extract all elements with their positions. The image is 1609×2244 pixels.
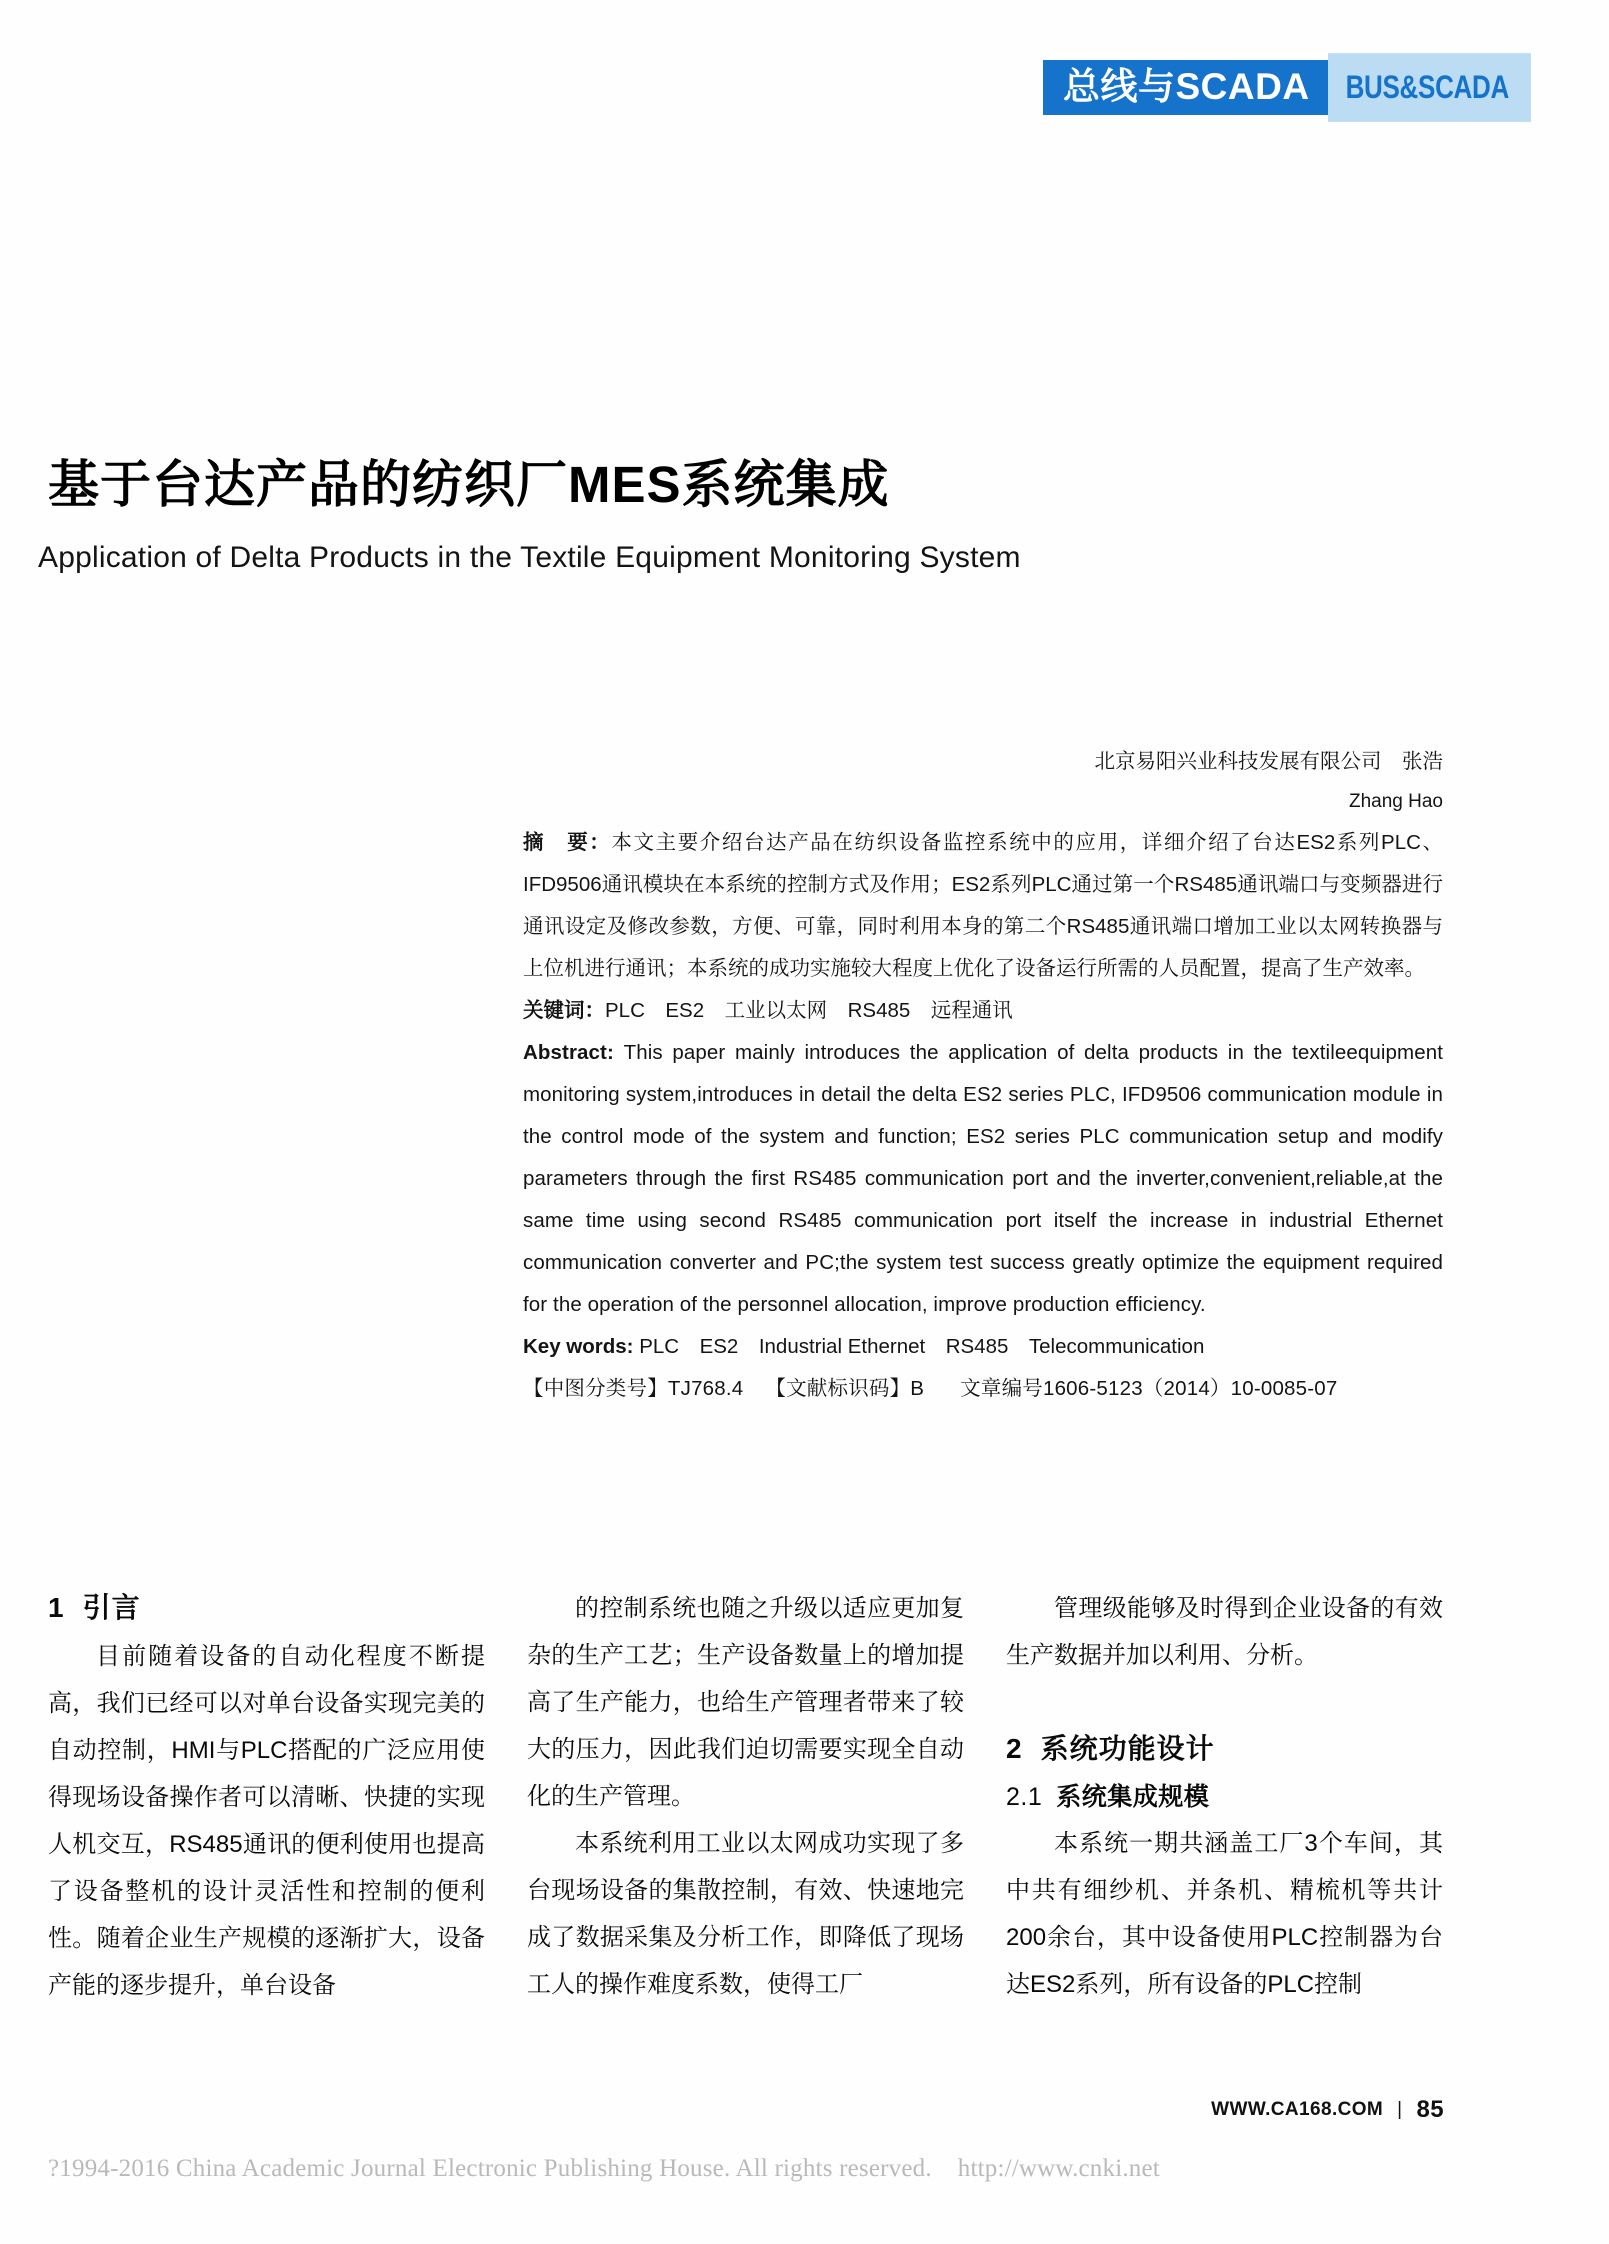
page-footer bbox=[1211, 2096, 1444, 2124]
copyright-notice bbox=[48, 2155, 1160, 2183]
abstract-english-label: Abstract: bbox=[523, 1041, 614, 1064]
article-id-label: 文章编号 bbox=[960, 1377, 1043, 1400]
paragraph-integration-scale: 本系统一期共涵盖工厂3个车间，其中共有细纱机、并条机、精梳机等共计200余台，其中设备使用PLC控制器为台达ES2系列，所有设备的PLC控制 bbox=[1006, 1830, 1443, 1998]
keywords-chinese-label: 关键词： bbox=[523, 999, 605, 1022]
section-1-number: 1 bbox=[48, 1592, 65, 1623]
column-3-spacer bbox=[1006, 1679, 1443, 1726]
classification-line bbox=[523, 1368, 1443, 1410]
keywords-english bbox=[523, 1326, 1443, 1368]
document-code-value: B bbox=[910, 1377, 925, 1400]
copyright-url: http://www.cnki.net bbox=[957, 2155, 1160, 2182]
document-code-label: 【文献标识码】 bbox=[765, 1377, 911, 1400]
subsection-heading-2-1 bbox=[1006, 1774, 1443, 1820]
author-name-pinyin: Zhang Hao bbox=[1348, 791, 1443, 812]
footer-separator: | bbox=[1397, 2099, 1403, 2120]
keywords-english-label: Key words: bbox=[523, 1335, 634, 1358]
body-column-1 bbox=[48, 1585, 485, 2009]
keywords-chinese-text: PLC ES2 工业以太网 RS485 远程通讯 bbox=[605, 999, 1013, 1022]
footer-website: WWW.CA168.COM bbox=[1211, 2099, 1384, 2120]
keywords-chinese bbox=[523, 990, 1443, 1032]
abstract-chinese-text: 本文主要介绍台达产品在纺织设备监控系统中的应用，详细介绍了台达ES2系列PLC、IFD9506通讯模块在本系统的控制方式及作用；ES2系列PLC通过第一个RS485通讯端口与变频器进行通讯设定及修改参数，方便、可靠，同时利用本身的第二个RS485通讯端口增加工业以太网转换器与上位机进行通讯；本系统的成功实施较大程度上优化了设备运行所需的人员配置，提高了生产效率。 bbox=[523, 831, 1444, 980]
section-heading-2 bbox=[1006, 1726, 1443, 1772]
article-title-chinese: 基于台达产品的纺织厂MES系统集成 bbox=[48, 456, 890, 514]
clc-value: TJ768.4 bbox=[667, 1377, 744, 1400]
abstract-chinese bbox=[523, 822, 1443, 990]
section-1-title: 引言 bbox=[82, 1592, 141, 1623]
paragraph-management: 管理级能够及时得到企业设备的有效生产数据并加以利用、分析。 bbox=[1006, 1595, 1443, 1669]
abstract-chinese-label: 摘 要： bbox=[523, 831, 612, 854]
section-2-number: 2 bbox=[1006, 1733, 1023, 1764]
keywords-english-text: PLC ES2 Industrial Ethernet RS485 Telecommunication bbox=[639, 1335, 1205, 1358]
subsection-2-1-number: 2.1 bbox=[1006, 1783, 1043, 1811]
author-affiliation: 北京易阳兴业科技发展有限公司 张浩 bbox=[1094, 750, 1443, 773]
section-header-banner bbox=[1043, 60, 1531, 115]
abstract-english bbox=[523, 1032, 1443, 1326]
article-id-value: 1606-5123（2014）10-0085-07 bbox=[1042, 1377, 1338, 1400]
paragraph-ethernet: 本系统利用工业以太网成功实现了多台现场设备的集散控制，有效、快速地完成了数据采集及分析工作，即降低了现场工人的操作难度系数，使得工厂 bbox=[527, 1830, 964, 1998]
article-title-english: Application of Delta Products in the Textile Equipment Monitoring System bbox=[38, 540, 1021, 574]
body-columns bbox=[48, 1585, 1443, 2009]
abstract-english-text: This paper mainly introduces the application of delta products in the textileequipment monitoring system,introduces in detail the delta ES2 series PLC, IFD9506 communication module in the control mode of the system and function; ES2 series PLC communication setup and modify parameters through the first RS485 communication port and the inverter,convenient,reliable,at the same time using second RS485 communication port itself the increase in industrial Ethernet communication converter and PC;the system test success greatly optimize the equipment required for the operation of the personnel allocation, improve production efficiency. bbox=[523, 1041, 1443, 1316]
body-column-2 bbox=[527, 1585, 964, 2009]
page-number: 85 bbox=[1416, 2096, 1444, 2123]
banner-english-label: BUS&SCADA bbox=[1328, 53, 1531, 122]
abstract-block bbox=[523, 742, 1443, 1410]
section-2-title: 系统功能设计 bbox=[1040, 1733, 1215, 1764]
paragraph-intro: 目前随着设备的自动化程度不断提高，我们已经可以对单台设备实现完美的自动控制，HMI与PLC搭配的广泛应用使得现场设备操作者可以清晰、快捷的实现人机交互，RS485通讯的便利使用也提高了设备整机的设计灵活性和控制的便利性。随着企业生产规模的逐渐扩大，设备产能的逐步提升，单台设备 bbox=[48, 1643, 485, 1999]
banner-chinese-label: 总线与SCADA bbox=[1043, 60, 1328, 115]
paragraph-control-system: 的控制系统也随之升级以适应更加复杂的生产工艺；生产设备数量上的增加提高了生产能力，也给生产管理者带来了较大的压力，因此我们迫切需要实现全自动化的生产管理。 bbox=[527, 1595, 964, 1810]
clc-label: 【中图分类号】 bbox=[523, 1377, 668, 1400]
subsection-2-1-title: 系统集成规模 bbox=[1056, 1783, 1210, 1811]
body-column-3 bbox=[1006, 1585, 1443, 2009]
copyright-text: ?1994-2016 China Academic Journal Electronic Publishing House. All rights reserved. bbox=[48, 2155, 932, 2182]
section-heading-1 bbox=[48, 1585, 485, 1631]
